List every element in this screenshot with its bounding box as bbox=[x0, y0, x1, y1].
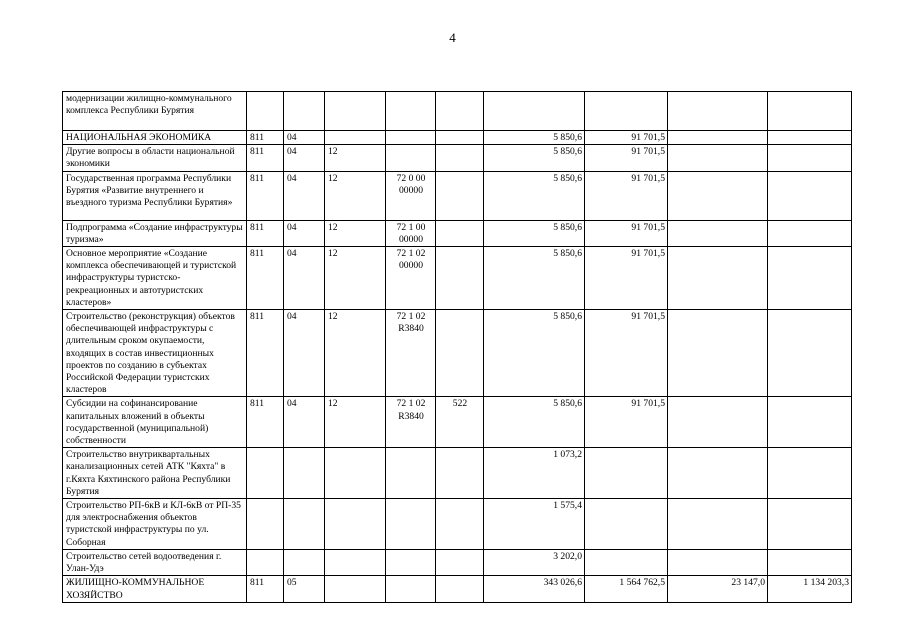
table-cell bbox=[436, 576, 484, 603]
table-cell bbox=[436, 145, 484, 171]
table-cell bbox=[668, 310, 768, 397]
table-cell bbox=[768, 448, 852, 499]
budget-table bbox=[62, 91, 852, 603]
table-cell bbox=[768, 171, 852, 220]
table-cell: НАЦИОНАЛЬНАЯ ЭКОНОМИКА bbox=[63, 131, 247, 145]
table-cell bbox=[768, 92, 852, 131]
table-cell: Государственная программа Республики Бурятия «Развитие внутреннего и въездного туризма Республики Бурятия» bbox=[63, 171, 247, 220]
table-cell: 12 bbox=[325, 220, 386, 246]
table-cell bbox=[247, 549, 284, 575]
table-row bbox=[63, 171, 852, 220]
table-cell bbox=[585, 499, 668, 550]
table-cell bbox=[668, 397, 768, 448]
table-cell: 91 701,5 bbox=[585, 220, 668, 246]
table-cell: 1 134 203,3 bbox=[768, 576, 852, 603]
table-row bbox=[63, 220, 852, 246]
table-row bbox=[63, 499, 852, 550]
table-cell: 5 850,6 bbox=[484, 131, 585, 145]
table-row bbox=[63, 131, 852, 145]
table-cell bbox=[284, 92, 325, 131]
table-cell: 522 bbox=[436, 397, 484, 448]
table-cell bbox=[436, 247, 484, 310]
table-cell: 04 bbox=[284, 310, 325, 397]
table-cell: 811 bbox=[247, 397, 284, 448]
table-cell bbox=[668, 220, 768, 246]
table-cell: 91 701,5 bbox=[585, 247, 668, 310]
table-cell: 72 1 02 R3840 bbox=[386, 310, 436, 397]
table-cell bbox=[325, 448, 386, 499]
table-cell: 05 bbox=[284, 576, 325, 603]
table-cell: 91 701,5 bbox=[585, 171, 668, 220]
table-cell: 5 850,6 bbox=[484, 310, 585, 397]
table-row bbox=[63, 397, 852, 448]
table-cell: 23 147,0 bbox=[668, 576, 768, 603]
table-cell: 5 850,6 bbox=[484, 171, 585, 220]
table-cell: 04 bbox=[284, 131, 325, 145]
table-cell: 12 bbox=[325, 310, 386, 397]
table-cell bbox=[386, 499, 436, 550]
table-cell: 5 850,6 bbox=[484, 397, 585, 448]
table-cell bbox=[284, 448, 325, 499]
table-cell bbox=[668, 171, 768, 220]
table-cell bbox=[668, 247, 768, 310]
table-cell: 5 850,6 bbox=[484, 247, 585, 310]
table-cell: 12 bbox=[325, 145, 386, 171]
table-cell: 72 1 02 R3840 bbox=[386, 397, 436, 448]
table-cell: Строительство РП-6кВ и КЛ-6кВ от РП-35 для электроснабжения объектов туристской инфраструктуры по ул. Соборная bbox=[63, 499, 247, 550]
table-cell: ЖИЛИЩНО-КОММУНАЛЬНОЕ ХОЗЯЙСТВО bbox=[63, 576, 247, 603]
table-cell bbox=[768, 549, 852, 575]
table-cell: Строительство внутриквартальных канализационных сетей АТК "Кяхта" в г.Кяхта Кяхтинского района Республики Бурятия bbox=[63, 448, 247, 499]
table-cell: 1 073,2 bbox=[484, 448, 585, 499]
table-cell bbox=[585, 448, 668, 499]
table-cell: 811 bbox=[247, 171, 284, 220]
table-cell: 72 1 00 00000 bbox=[386, 220, 436, 246]
table-cell: 04 bbox=[284, 171, 325, 220]
table-cell bbox=[247, 499, 284, 550]
table-cell bbox=[325, 131, 386, 145]
table-cell: 12 bbox=[325, 397, 386, 448]
table-cell bbox=[325, 576, 386, 603]
table-cell bbox=[668, 448, 768, 499]
table-cell: 811 bbox=[247, 576, 284, 603]
table-cell: Субсидии на софинансирование капитальных вложений в объекты государственной (муниципальной) собственности bbox=[63, 397, 247, 448]
table-cell: 72 0 00 00000 bbox=[386, 171, 436, 220]
table-cell: 91 701,5 bbox=[585, 145, 668, 171]
table-cell bbox=[325, 92, 386, 131]
table-cell bbox=[436, 310, 484, 397]
page-number: 4 bbox=[449, 30, 456, 45]
table-cell bbox=[247, 92, 284, 131]
table-cell bbox=[436, 220, 484, 246]
table-cell bbox=[436, 171, 484, 220]
table-cell: 5 850,6 bbox=[484, 145, 585, 171]
table-row bbox=[63, 448, 852, 499]
table-cell: 811 bbox=[247, 247, 284, 310]
table-cell bbox=[768, 247, 852, 310]
table-cell bbox=[284, 549, 325, 575]
table-cell bbox=[668, 145, 768, 171]
table-cell bbox=[386, 131, 436, 145]
table-cell: 343 026,6 bbox=[484, 576, 585, 603]
table-cell: 1 575,4 bbox=[484, 499, 585, 550]
table-cell: 91 701,5 bbox=[585, 131, 668, 145]
table-cell bbox=[585, 549, 668, 575]
table-row bbox=[63, 576, 852, 603]
table-cell: Основное мероприятие «Создание комплекса обеспечивающей и туристской инфраструктуры туристско-рекреационных и автотуристских кластеров» bbox=[63, 247, 247, 310]
table-cell: 04 bbox=[284, 397, 325, 448]
table-cell bbox=[325, 549, 386, 575]
table-cell bbox=[436, 499, 484, 550]
table-cell bbox=[668, 92, 768, 131]
table-cell: 72 1 02 00000 bbox=[386, 247, 436, 310]
table-cell: Подпрограмма «Создание инфраструктуры туризма» bbox=[63, 220, 247, 246]
table-cell bbox=[436, 92, 484, 131]
table-cell: 1 564 762,5 bbox=[585, 576, 668, 603]
table-row bbox=[63, 549, 852, 575]
table-cell bbox=[284, 499, 325, 550]
table-cell bbox=[768, 499, 852, 550]
table-cell: 811 bbox=[247, 310, 284, 397]
table-cell bbox=[436, 131, 484, 145]
table-row bbox=[63, 92, 852, 131]
table-row bbox=[63, 310, 852, 397]
table-cell bbox=[436, 448, 484, 499]
table-cell bbox=[386, 549, 436, 575]
table-cell: Другие вопросы в области национальной экономики bbox=[63, 145, 247, 171]
table-cell: 12 bbox=[325, 171, 386, 220]
table-cell bbox=[668, 131, 768, 145]
table-cell bbox=[668, 549, 768, 575]
table-cell bbox=[768, 310, 852, 397]
table-cell: 04 bbox=[284, 145, 325, 171]
table-cell: 12 bbox=[325, 247, 386, 310]
table-cell bbox=[768, 397, 852, 448]
table-cell: 3 202,0 bbox=[484, 549, 585, 575]
table-cell: 811 bbox=[247, 145, 284, 171]
table-cell: Строительство сетей водоотведения г. Улан-Удэ bbox=[63, 549, 247, 575]
table-cell bbox=[668, 499, 768, 550]
table-cell: 811 bbox=[247, 220, 284, 246]
table-cell: 04 bbox=[284, 220, 325, 246]
table-cell bbox=[768, 145, 852, 171]
table-cell bbox=[325, 499, 386, 550]
table-cell bbox=[247, 448, 284, 499]
table-row bbox=[63, 247, 852, 310]
table-cell bbox=[585, 92, 668, 131]
table-row bbox=[63, 145, 852, 171]
table-cell: Строительство (реконструкция) объектов обеспечивающей инфраструктуры с длительным сроком окупаемости, входящих в состав инвестиционных проектов по созданию в субъектах Российской Федерации туристских кластеров bbox=[63, 310, 247, 397]
table-cell bbox=[436, 549, 484, 575]
table-cell bbox=[768, 220, 852, 246]
table-cell: 91 701,5 bbox=[585, 397, 668, 448]
table-cell: 5 850,6 bbox=[484, 220, 585, 246]
table-cell: модернизации жилищно-коммунального комплекса Республики Бурятия bbox=[63, 92, 247, 131]
table-cell: 811 bbox=[247, 131, 284, 145]
table-cell: 91 701,5 bbox=[585, 310, 668, 397]
table-cell bbox=[386, 145, 436, 171]
table-cell bbox=[768, 131, 852, 145]
table-cell: 04 bbox=[284, 247, 325, 310]
table-cell bbox=[484, 92, 585, 131]
table-cell bbox=[386, 92, 436, 131]
table-cell bbox=[386, 576, 436, 603]
table-cell bbox=[386, 448, 436, 499]
